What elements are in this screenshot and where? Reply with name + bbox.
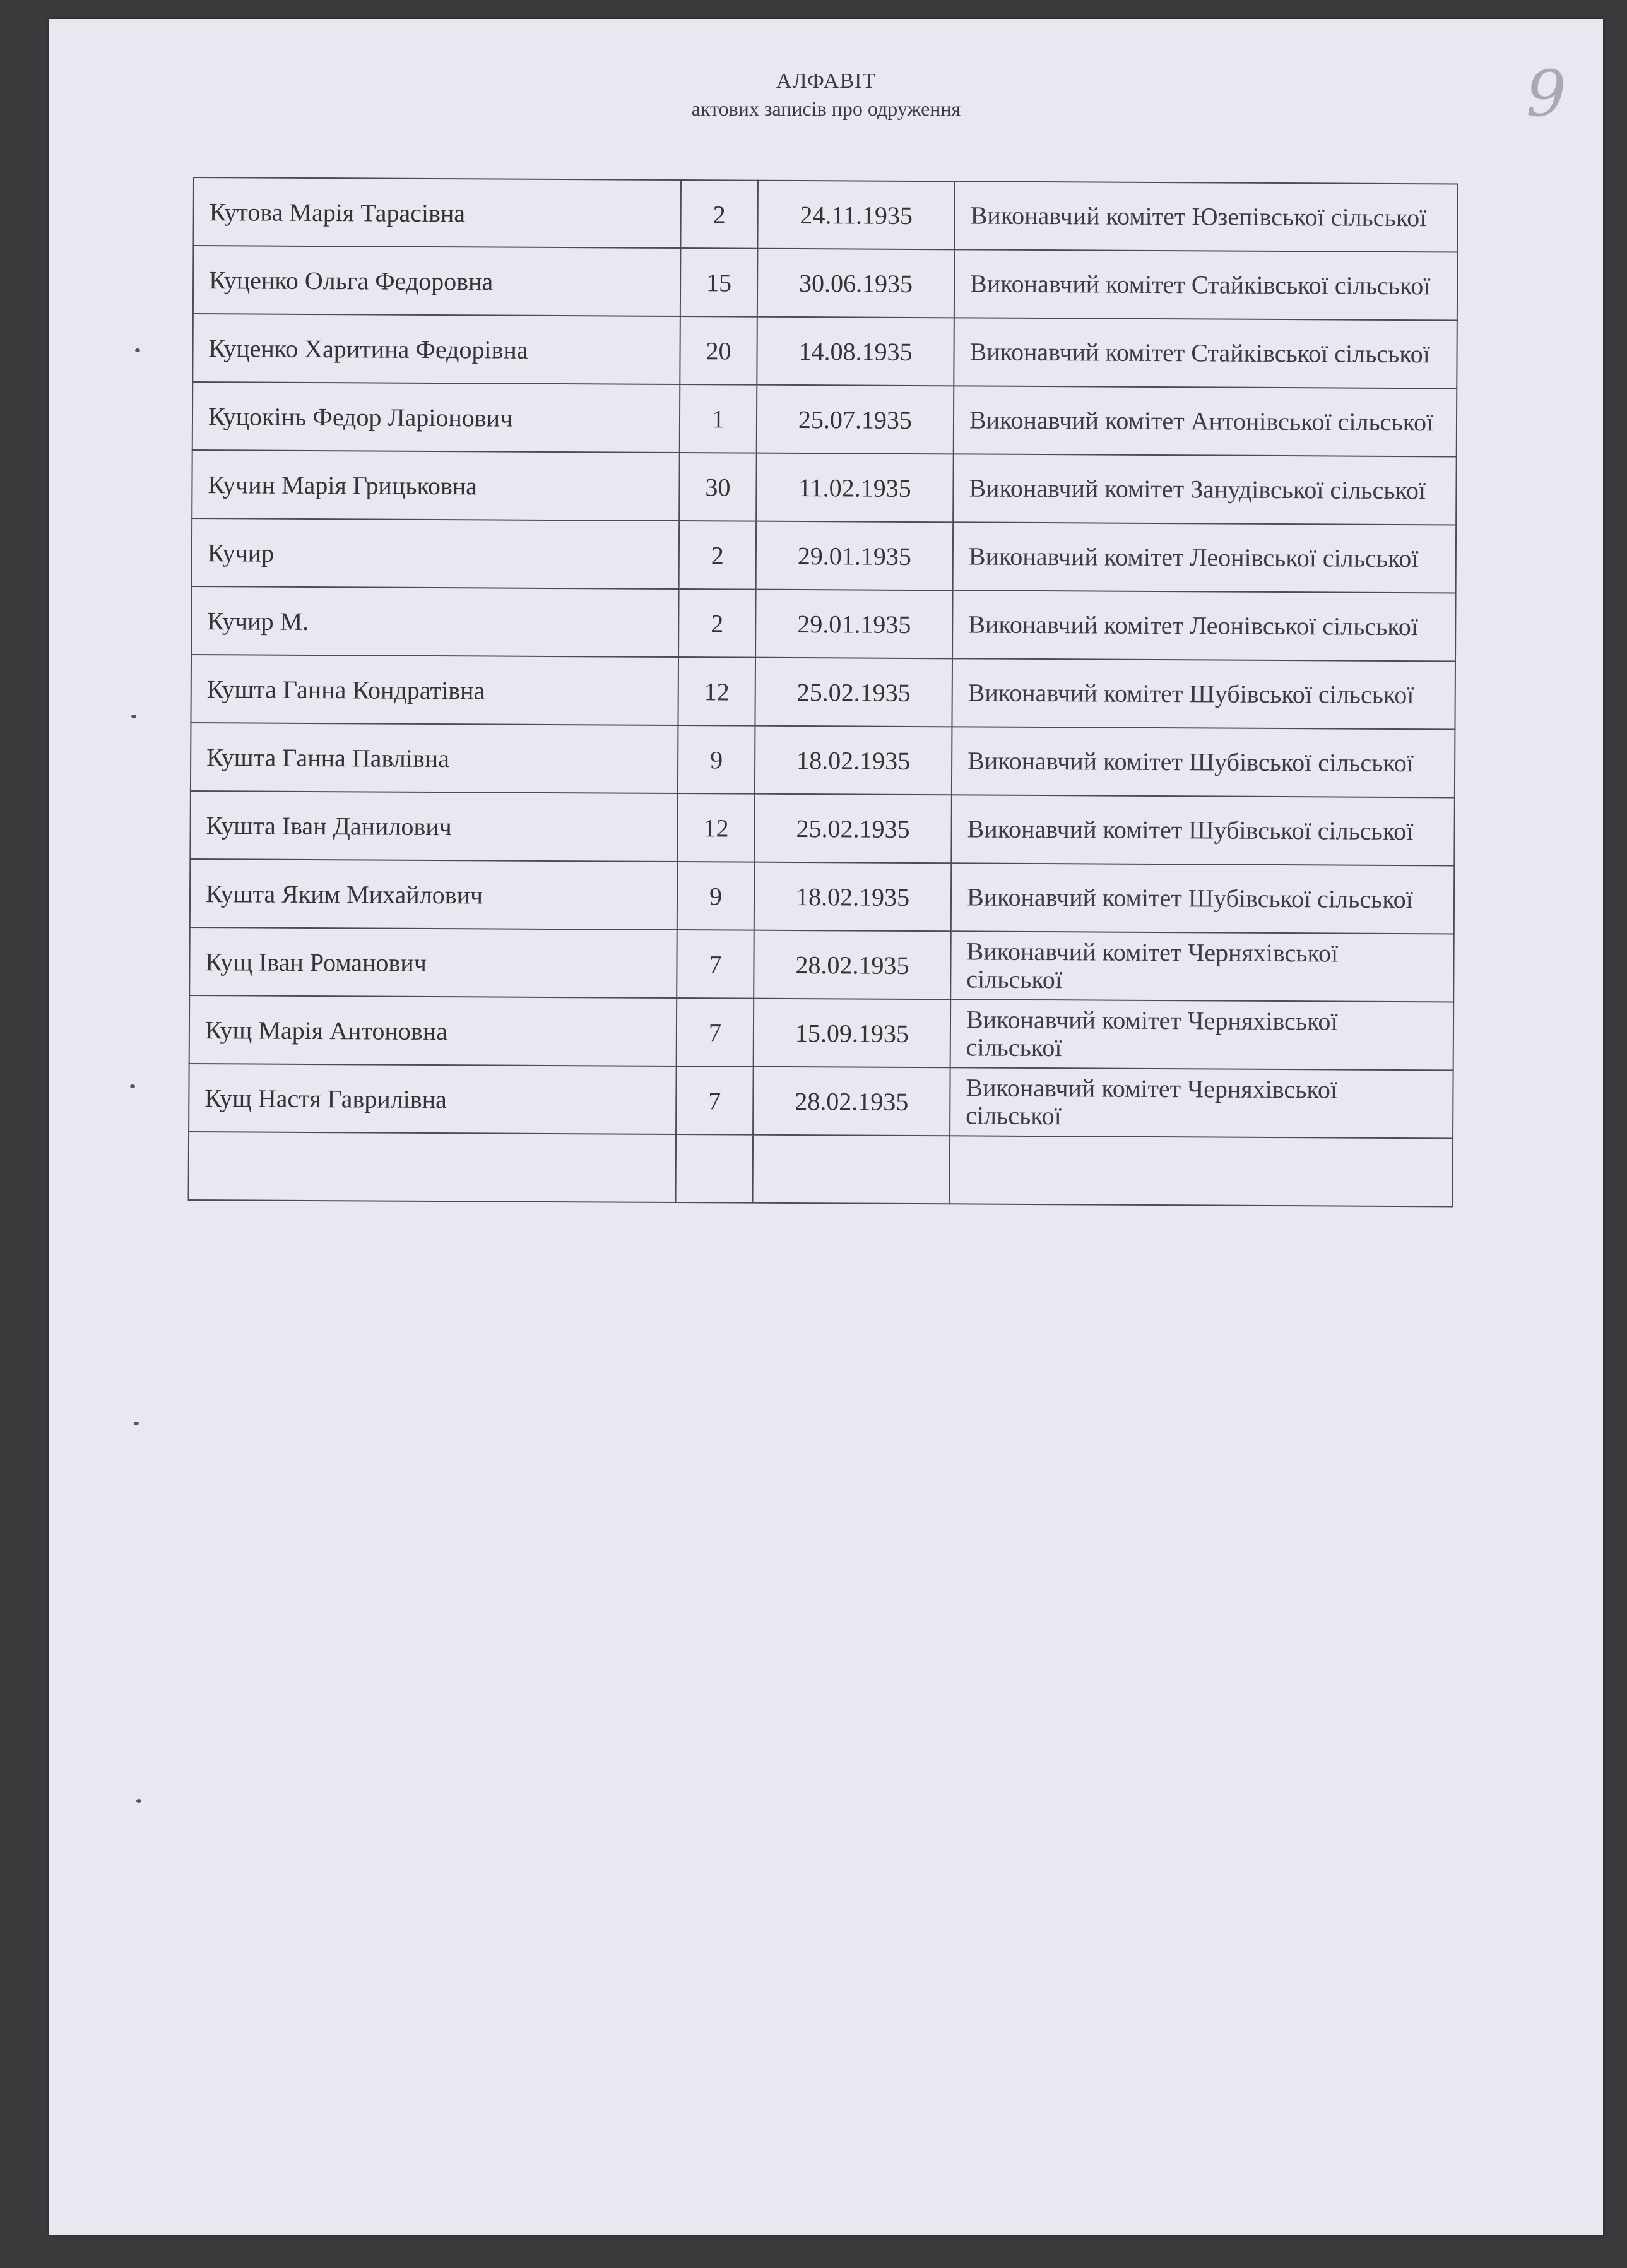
record-number: 2 xyxy=(678,589,756,658)
page-number: 9 xyxy=(1526,57,1566,131)
record-name: Куцокінь Федор Ларіонович xyxy=(192,382,680,453)
record-name: Кущ Марія Антоновна xyxy=(189,995,677,1066)
record-council: Виконавчий комітет Шубівської сільської xyxy=(951,863,1455,934)
empty-cell xyxy=(753,1135,950,1204)
record-council: Виконавчий комітет Черняхівської сільської xyxy=(950,999,1454,1070)
record-number: 15 xyxy=(680,248,758,317)
record-council: Виконавчий комітет Черняхівської сільської xyxy=(950,1067,1453,1138)
record-name: Кушта Іван Данилович xyxy=(190,791,678,862)
record-date: 25.02.1935 xyxy=(754,794,952,864)
record-date: 18.02.1935 xyxy=(754,862,952,932)
record-name: Кущ Настя Гаврилівна xyxy=(189,1064,677,1134)
record-number: 7 xyxy=(677,930,754,999)
table-row xyxy=(192,382,1457,456)
record-number: 7 xyxy=(677,998,754,1067)
record-date: 25.07.1935 xyxy=(757,385,954,454)
table-row xyxy=(192,314,1457,388)
record-name: Кучир xyxy=(192,518,680,589)
record-number: 2 xyxy=(679,521,757,590)
record-date: 30.06.1935 xyxy=(757,249,955,318)
record-council: Виконавчий комітет Шубівської сільської xyxy=(952,658,1455,729)
record-council: Виконавчий комітет Занудівської сільської xyxy=(953,454,1457,525)
table-row xyxy=(191,655,1455,729)
table-row xyxy=(189,1064,1453,1138)
document-title: АЛФАВІТ xyxy=(776,69,877,93)
record-number: 12 xyxy=(677,793,755,862)
record-number: 1 xyxy=(680,384,757,453)
punch-hole-mark xyxy=(134,1422,139,1425)
table-row-empty xyxy=(189,1132,1453,1206)
empty-cell xyxy=(189,1132,677,1202)
table-row xyxy=(190,791,1455,865)
table-row xyxy=(189,995,1454,1070)
table-row xyxy=(193,246,1458,320)
record-name: Кучир М. xyxy=(191,586,679,657)
record-date: 29.01.1935 xyxy=(755,590,953,659)
record-date: 25.02.1935 xyxy=(755,658,952,727)
record-council: Виконавчий комітет Шубівської сільської xyxy=(951,795,1455,865)
record-name: Кушта Ганна Павлівна xyxy=(191,723,678,793)
record-date: 14.08.1935 xyxy=(757,317,954,386)
punch-hole-mark xyxy=(131,715,136,718)
empty-cell xyxy=(676,1134,754,1203)
record-name: Куценко Харитина Федорівна xyxy=(192,314,680,384)
record-number: 20 xyxy=(680,316,757,385)
record-date: 11.02.1935 xyxy=(756,453,954,523)
record-council: Виконавчий комітет Стайківської сільської xyxy=(954,249,1458,320)
punch-hole-mark xyxy=(130,1084,135,1088)
record-number: 12 xyxy=(678,657,755,726)
record-number: 9 xyxy=(677,862,755,930)
record-number: 7 xyxy=(676,1066,754,1135)
record-council: Виконавчий комітет Стайківської сільської xyxy=(954,318,1457,388)
table-row xyxy=(192,518,1457,593)
record-date: 15.09.1935 xyxy=(754,999,951,1068)
record-name: Кутова Марія Тарасівна xyxy=(193,177,681,248)
document-page xyxy=(49,19,1603,2235)
record-date: 18.02.1935 xyxy=(755,726,952,795)
record-council: Виконавчий комітет Леонівської сільської xyxy=(953,522,1457,593)
record-council: Виконавчий комітет Леонівської сільської xyxy=(952,590,1456,661)
table-row xyxy=(193,177,1458,252)
record-number: 9 xyxy=(678,725,755,794)
record-name: Кушта Ганна Кондратівна xyxy=(191,655,678,725)
document-title-block xyxy=(49,69,1603,121)
punch-hole-mark xyxy=(136,1799,141,1803)
document-subtitle: актових записів про одруження xyxy=(691,97,961,120)
record-number: 2 xyxy=(680,180,758,249)
record-name: Кучин Марія Грицьковна xyxy=(192,450,680,521)
table-row xyxy=(189,927,1454,1002)
record-name: Куценко Ольга Федоровна xyxy=(193,246,681,316)
record-name: Кущ Іван Романович xyxy=(189,927,677,998)
punch-hole-mark xyxy=(135,348,140,352)
marriage-records-table xyxy=(188,177,1458,1207)
record-date: 29.01.1935 xyxy=(756,521,954,591)
record-date: 24.11.1935 xyxy=(757,181,955,250)
record-date: 28.02.1935 xyxy=(753,1067,950,1136)
record-name: Кушта Яким Михайлович xyxy=(190,859,678,930)
record-number: 30 xyxy=(679,453,757,521)
table-row xyxy=(191,586,1456,661)
table-row xyxy=(190,859,1455,934)
table-row xyxy=(192,450,1457,525)
record-council: Виконавчий комітет Антонівської сільської xyxy=(954,386,1457,456)
table-row xyxy=(191,723,1455,797)
record-date: 28.02.1935 xyxy=(754,930,951,1000)
record-council: Виконавчий комітет Шубівської сільської xyxy=(952,727,1455,797)
record-council: Виконавчий комітет Черняхівської сільської xyxy=(950,931,1454,1002)
record-council: Виконавчий комітет Юзепівської сільської xyxy=(954,181,1458,252)
empty-cell xyxy=(949,1136,1453,1206)
